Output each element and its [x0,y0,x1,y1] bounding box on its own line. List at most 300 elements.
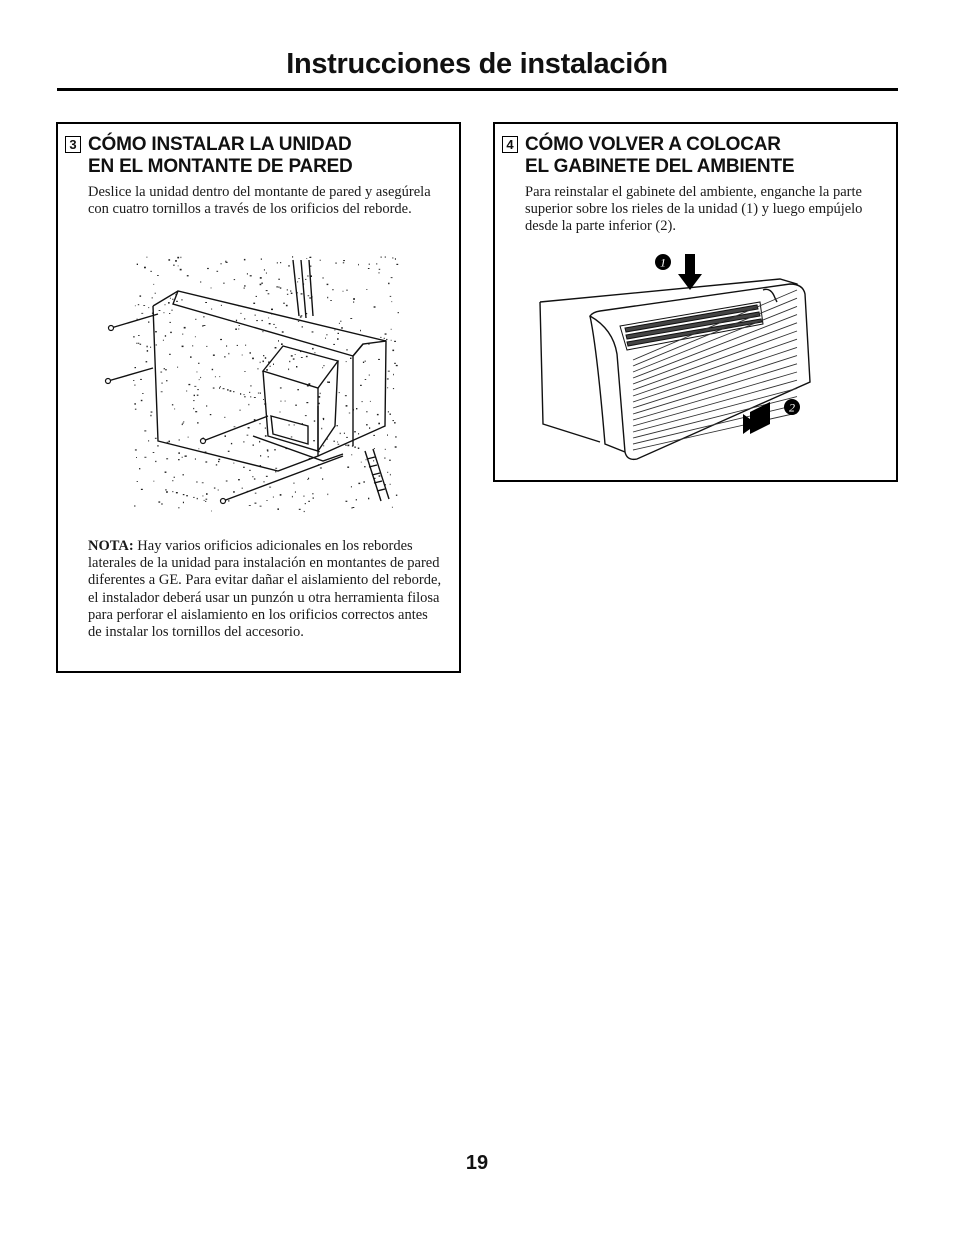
speckle-dot [194,386,196,387]
speckle-dot [278,279,280,280]
speckle-dot [213,388,215,389]
speckle-dot [195,319,196,320]
note-body: Hay varios orificios adicionales en los rebordes laterales de la unidad para instalación en montantes de pared diferentes a GE. Para evitar dañar el aislamiento del reborde, el instalador deberá usar un punzón u otra herramienta filosa para perforar el aislamiento en los orificios correctos antes de instalar los tornillos del accesorio. [88,538,442,641]
section-3-note [88,538,444,641]
speckle-dot [366,411,367,412]
speckle-dot [197,395,199,396]
speckle-dot [166,458,168,459]
speckle-dot [314,420,315,421]
speckle-dot [203,316,205,317]
speckle-dot [135,367,137,368]
speckle-dot [363,481,365,482]
speckle-dot [312,348,314,350]
speckle-dot [268,456,269,458]
section-4-heading [525,134,794,178]
speckle-dot [269,487,271,488]
speckle-dot [255,315,256,316]
speckle-dot [205,501,206,502]
speckle-dot [243,467,245,468]
speckle-dot [250,275,252,276]
speckle-dot [395,258,396,259]
speckle-dot [277,508,279,510]
speckle-dot [351,454,352,455]
speckle-dot [289,361,290,362]
speckle-dot [174,477,175,478]
base-rail [253,436,343,461]
speckle-dot [298,321,299,322]
speckle-dot [187,275,189,276]
speckle-dot [321,428,322,430]
speckle-dot [280,387,282,388]
speckle-dot [323,365,324,366]
speckle-dot [260,393,261,394]
speckle-dot [343,260,345,261]
speckle-dot [226,345,227,347]
cabinet-front [590,284,810,459]
down-arrow-icon [678,254,702,290]
speckle-dot [166,380,168,381]
speckle-dot [193,400,195,401]
speckle-dot [327,284,329,285]
speckle-dot [183,502,184,504]
speckle-dot [275,468,277,469]
speckle-dot [195,411,197,412]
speckle-dot [386,339,387,340]
speckle-dot [255,493,257,494]
speckle-dot [211,288,212,289]
speckle-dot [136,457,137,458]
speckle-dot [260,284,262,286]
speckle-dot [240,393,241,395]
speckle-dot [172,491,173,492]
speckle-dot [216,464,217,465]
speckle-dot [240,313,241,314]
speckle-dot [147,346,148,348]
speckle-dot [259,423,260,424]
speckle-dot [150,415,151,417]
speckle-dot [376,263,377,264]
speckle-dot [186,495,188,496]
speckle-dot [174,409,175,410]
speckle-dot [291,437,293,438]
speckle-dot [276,286,278,287]
speckle-dot [171,310,172,311]
speckle-dot [250,396,251,397]
page-number: 19 [465,1152,489,1174]
speckle-dot [188,384,190,385]
speckle-dot [346,501,348,502]
speckle-dot [345,395,347,396]
speckle-dot [223,388,225,389]
speckle-dot [227,389,229,390]
speckle-dot [155,438,157,439]
speckle-dot [349,413,350,414]
speckle-dot [287,294,288,295]
speckle-dot [337,338,339,340]
speckle-dot [239,410,240,411]
speckle-dot [297,281,298,282]
section-4-panel [493,122,898,482]
speckle-dot [395,436,397,437]
speckle-dot [283,303,285,304]
screw-head [106,379,111,384]
speckle-dot [231,443,232,444]
speckle-dot [340,433,341,434]
speckle-dot [326,334,327,335]
speckle-dot [147,350,148,352]
speckle-dot [393,374,394,376]
speckle-dot [273,324,274,325]
speckle-dot [144,457,146,458]
section-3-heading-line1: CÓMO INSTALAR LA UNIDAD [88,134,352,155]
speckle-dot [366,424,368,425]
speckle-dot [334,441,335,442]
speckle-dot [262,320,263,321]
speckle-dot [320,393,321,394]
speckle-dot [211,308,212,309]
speckle-dot [217,271,219,272]
speckle-dot [245,345,246,346]
wall-sleeve-illustration [103,256,403,521]
speckle-dot [393,420,394,421]
speckle-dot [313,440,315,441]
speckle-dot [220,339,222,340]
speckle-dot [282,331,284,332]
room-cabinet-illustration [535,254,865,466]
speckle-dot [288,425,289,426]
speckle-dot [346,437,348,438]
callout-2-label: 2 [789,400,795,415]
speckle-dot [215,376,216,377]
speckle-dot [135,305,136,306]
speckle-dot [347,467,349,468]
speckle-dot [233,391,235,392]
speckle-dot [279,412,280,413]
speckle-dot [356,408,357,409]
speckle-dot [170,298,171,299]
speckle-dot [344,433,345,434]
speckle-dot [157,445,159,446]
speckle-dot [328,382,330,384]
speckle-dot [398,312,399,313]
speckle-dot [258,393,260,394]
speckle-dot [297,389,299,390]
callout-1-label: 1 [660,255,666,270]
speckle-dot [379,475,381,476]
section-4-heading-line1: CÓMO VOLVER A COLOCAR [525,134,781,155]
speckle-dot [327,494,328,496]
speckle-dot [197,372,198,373]
speckle-dot [221,263,222,264]
speckle-dot [392,350,394,352]
speckle-dot [164,304,165,305]
speckle-dot [172,480,173,481]
speckle-dot [161,391,163,392]
speckle-dot [182,457,183,458]
speckle-dot [158,501,160,502]
screw-head [109,326,114,331]
speckle-dot [263,355,264,356]
speckle-dot [185,456,186,457]
speckle-dot [345,445,346,446]
speckle-dot [248,427,250,429]
speckle-dot [263,361,264,363]
speckle-dot [260,455,261,456]
speckle-dot [265,428,266,429]
speckle-dot [198,363,199,364]
speckle-dot [204,500,205,501]
speckle-dot [264,269,265,270]
speckle-dot [362,401,363,402]
speckle-dot [292,496,293,498]
speckle-dot [244,394,245,395]
screw-top-left [111,314,158,328]
speckle-dot [337,442,338,443]
speckle-dot [358,264,359,266]
speckle-dot [387,472,388,473]
speckle-dot [156,344,157,345]
speckle-dot [161,504,163,505]
speckle-dot [296,366,297,368]
speckle-dot [389,460,391,461]
unit-flange [173,291,363,356]
speckle-dot [323,418,325,419]
speckle-dot [340,321,341,322]
speckle-dot [252,358,254,360]
speckle-dot [195,458,196,459]
speckle-dot [387,435,388,436]
speckle-dot [308,501,310,502]
section-3-heading [88,134,353,178]
speckle-dot [206,499,208,500]
speckle-dot [379,272,380,273]
speckle-dot [273,497,274,498]
speckle-dot [205,302,207,303]
speckle-dot [274,449,276,450]
speckle-dot [244,396,246,397]
speckle-dot [257,368,258,369]
speckle-dot [206,493,208,495]
speckle-dot [298,278,299,279]
speckle-dot [391,301,392,302]
speckle-dot [275,327,276,328]
speckle-dot [238,328,239,329]
speckle-dot [168,259,170,261]
speckle-dot [269,323,271,324]
speckle-dot [307,479,308,480]
speckle-dot [322,367,323,368]
speckle-dot [193,408,194,409]
speckle-dot [244,288,245,289]
speckle-dot [320,260,321,261]
speckle-dot [387,378,389,379]
speckle-dot [178,459,180,460]
speckle-dot [200,377,201,378]
speckle-dot [381,257,382,258]
speckle-dot [226,262,228,263]
speckle-dot [288,369,289,371]
speckle-dot [213,355,215,356]
speckle-dot [244,259,246,261]
speckle-dot [295,354,296,355]
speckle-dot [137,264,138,265]
speckle-dot [137,481,138,482]
speckle-dot [356,499,357,500]
speckle-dot [142,393,144,394]
speckle-dot [306,402,308,403]
speckle-dot [134,506,136,507]
speckle-dot [166,491,168,493]
speckle-dot [221,305,222,306]
speckle-dot [291,355,293,356]
speckle-dot [338,333,340,334]
speckle-dot [234,426,236,427]
speckle-dot [138,335,140,336]
speckle-dot [194,395,195,396]
speckle-dot [330,300,332,301]
speckle-dot [266,290,268,291]
speckle-dot [388,371,390,372]
speckle-dot [374,306,376,307]
speckle-dot [178,452,180,453]
speckle-dot [155,331,157,332]
speckle-dot [184,327,186,329]
speckle-dot [199,379,200,380]
speckle-dot [214,488,216,489]
speckle-dot [207,268,209,269]
speckle-dot [146,361,148,362]
speckle-dot [212,369,213,370]
speckle-dot [169,354,171,355]
callout-1 [655,254,671,270]
speckle-dot [353,302,354,303]
speckle-dot [228,451,230,452]
speckle-dot [252,476,253,477]
speckle-dot [253,303,255,304]
speckle-dot [269,366,271,367]
speckle-dot [249,470,250,471]
speckle-dot [228,500,229,501]
speckle-dot [177,367,178,368]
speckle-dot [237,345,238,346]
speckle-dot [335,330,336,331]
speckle-dot [205,461,207,462]
speckle-dot [354,447,356,448]
speckle-dot [219,376,220,377]
speckle-dot [323,277,324,279]
speckle-dot [202,496,203,497]
speckle-dot [243,441,244,442]
speckle-dot [265,357,266,359]
speckle-dot [192,345,193,346]
speckle-dot [394,341,396,342]
wall-bracket [365,449,389,501]
speckle-dot [197,389,199,390]
speckle-dot [378,423,380,425]
speckle-dot [392,507,393,508]
speckle-dot [228,353,229,355]
speckle-dot [173,265,174,266]
speckle-dot [373,460,374,461]
speckle-dot [135,409,137,410]
speckle-dot [347,349,348,351]
speckle-dot [368,268,370,269]
speckle-dot [141,400,143,401]
speckle-dot [325,338,326,339]
speckle-dot [155,461,156,462]
speckle-dot [224,356,226,357]
speckle-dot [327,297,328,299]
speckle-dot [140,344,142,345]
speckle-dot [299,509,301,510]
speckle-dot [193,497,194,498]
speckle-dot [377,414,379,415]
callout-2 [784,399,800,415]
speckle-dot [390,484,391,485]
speckle-dot [308,295,310,296]
speckle-dot [218,459,220,460]
speckle-dot [312,331,314,332]
speckle-dot [304,496,305,497]
speckle-dot [390,296,392,297]
speckle-dot [195,336,196,337]
speckle-dot [271,309,273,311]
speckle-dot [181,300,183,301]
speckle-dot [146,257,147,258]
step-number-4: 4 [502,136,518,153]
speckle-dot [260,506,262,507]
speckle-dot [261,258,262,260]
speckle-dot [263,331,264,332]
speckle-dot [250,352,251,354]
speckle-dot [230,390,232,392]
speckle-dot [301,293,303,294]
speckle-dot [134,385,135,386]
speckle-dot [351,486,352,487]
speckle-dot [186,391,187,392]
speckle-dot [253,444,254,446]
speckle-dot [161,383,162,384]
speckle-dot [339,323,340,324]
speckle-dot [309,297,311,298]
speckle-dot [305,279,306,280]
chassis-top [263,346,338,388]
speckle-dot [153,481,154,482]
speckle-dot [277,262,278,263]
speckle-dot [365,361,366,362]
speckle-dot [190,356,192,357]
speckle-dot [141,489,143,490]
speckle-dot [280,494,282,496]
speckle-dot [233,491,235,493]
speckle-dot [338,444,340,445]
speckle-dot [322,478,323,479]
speckle-dot [309,257,310,258]
speckle-dot [206,346,207,347]
speckle-dot [327,382,328,383]
speckle-dot [297,292,298,293]
speckle-dot [307,276,308,277]
speckle-dot [290,290,291,291]
speckle-dot [353,507,355,508]
speckle-dot [211,511,212,512]
speckle-dot [157,275,159,276]
speckle-dot [224,417,225,418]
speckle-dot [273,364,274,366]
speckle-dot [256,296,257,297]
speckle-dot [181,257,182,258]
speckle-dot [182,424,183,425]
